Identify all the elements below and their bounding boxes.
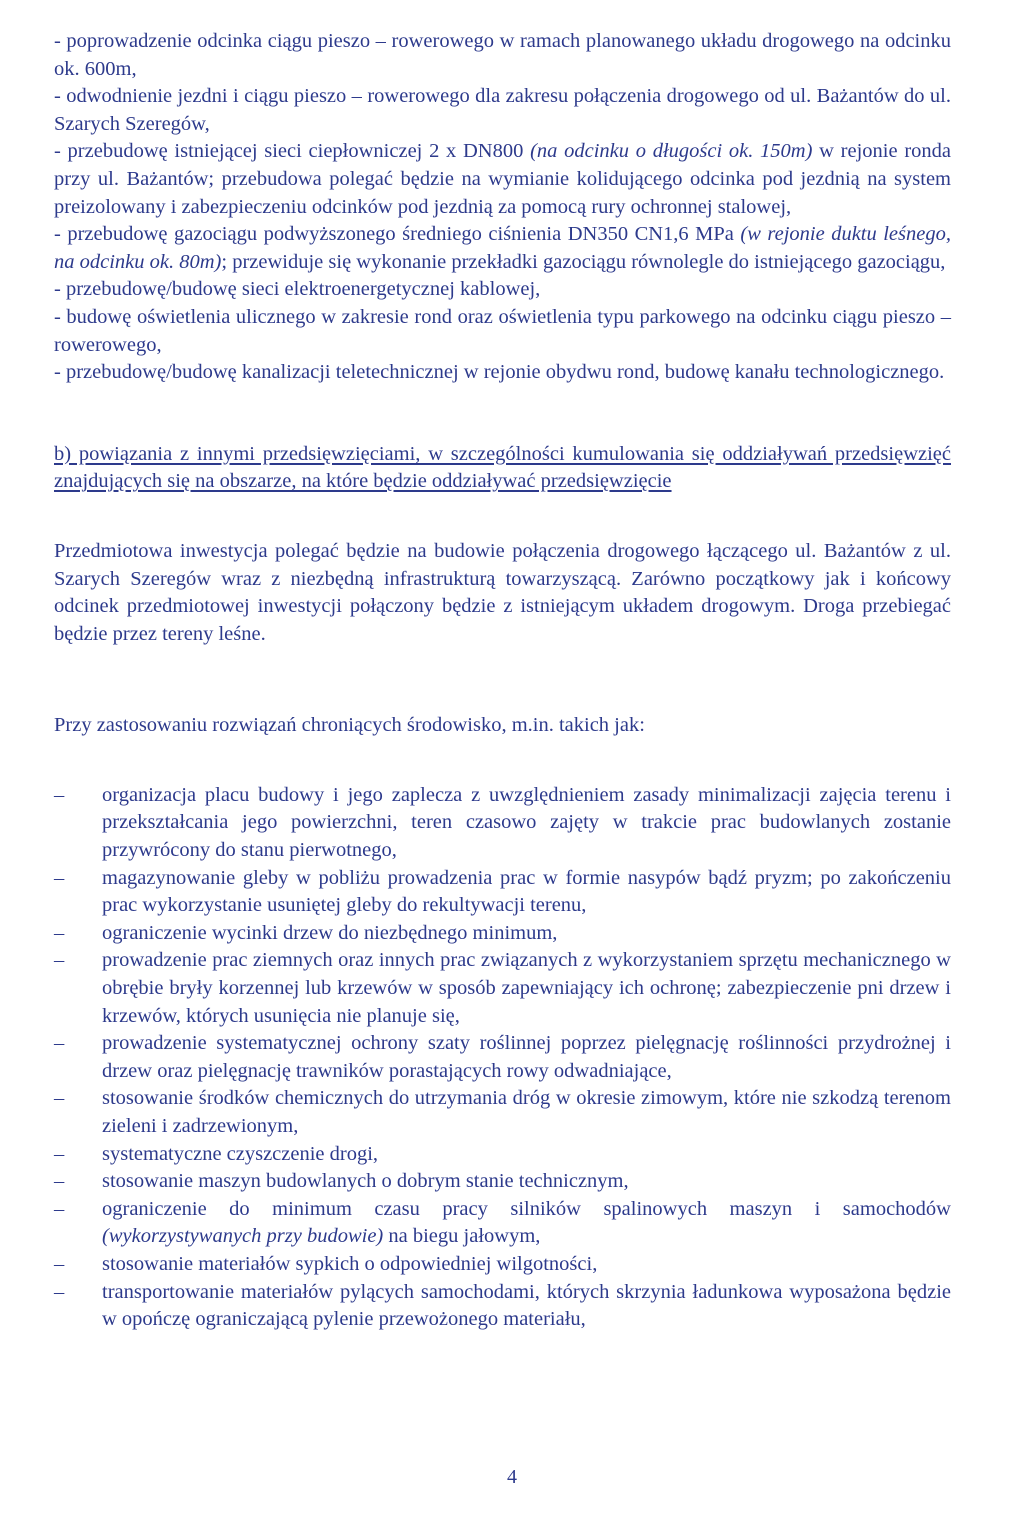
list-item-telecom: - przebudowę/budowę kanalizacji teletechnicznej w rejonie obydwu rond, budowę kanału technologicznego.: [54, 361, 945, 384]
dash-bullet: –: [54, 1142, 65, 1165]
list-item-text: w rejonie ronda przy ul. Bażantów; przebudowa polegać będzie na wymianie kolidującego odcinka pod jezdnią na system preizolowany i zabezpieczeniu odcinków pod jezdnią za pomocą rury ochronnej stalowej,: [54, 140, 951, 218]
measures-intro: Przy zastosowaniu rozwiązań chroniących środowisko, m.in. takich jak:: [54, 714, 645, 737]
list-item: [54, 1196, 951, 1251]
list-item: [54, 1279, 951, 1334]
list-item-text: ; przewiduje się wykonanie przekładki gazociągu równolegle do istniejącego gazociągu,: [221, 250, 946, 273]
list-item: [54, 782, 951, 865]
dash-bullet: –: [54, 1087, 65, 1110]
list-item: [54, 865, 951, 920]
list-item-lighting: - budowę oświetlenia ulicznego w zakresie rond oraz oświetlenia typu parkowego na odcinku ciągu pieszo – rowerowego,: [54, 305, 951, 356]
list-item-text: ograniczenie do minimum czasu pracy silników spalinowych maszyn i samochodów: [102, 1197, 951, 1220]
list-item: [54, 1141, 951, 1169]
measures-list: [54, 782, 951, 1334]
list-item-text: prowadzenie systematycznej ochrony szaty roślinnej poprzez pielęgnację roślinności przydrożnej i drzew oraz pielęgnację trawników porastających rowy odwadniające,: [102, 1032, 951, 1082]
section-b-heading: b) powiązania z innymi przedsięwzięciami, w szczególności kumulowania się oddziaływań przedsięwzięć znajdujących się na obszarze, na które będzie oddziaływać przedsięwzięcie: [54, 442, 951, 493]
dash-bullet: –: [54, 1280, 65, 1303]
top-list: [54, 28, 951, 387]
list-item-text: stosowanie materiałów sypkich o odpowiedniej wilgotności,: [102, 1252, 598, 1275]
list-item-power-network: - przebudowę/budowę sieci elektroenergetycznej kablowej,: [54, 278, 541, 301]
list-item: [54, 947, 951, 1030]
list-item-text: prowadzenie prac ziemnych oraz innych prac związanych z wykorzystaniem sprzętu mechanicznego w obrębie bryły korzennej lub krzewów w sposób zapewniający ich ochronę; zabezpieczenie pni drzew i krzewów, których usunięcia nie planuje się,: [102, 949, 951, 1027]
dash-bullet: –: [54, 949, 65, 972]
list-item-italic: (na odcinku o długości ok. 150m): [530, 140, 813, 163]
page-number: 4: [507, 1466, 517, 1488]
dash-bullet: –: [54, 783, 65, 806]
document-page: [54, 28, 951, 1334]
list-item-text: ograniczenie wycinki drzew do niezbędnego minimum,: [102, 921, 558, 944]
dash-bullet: –: [54, 1032, 65, 1055]
list-item-italic: (wykorzystywanych przy budowie): [102, 1225, 384, 1248]
list-item-road-section: - poprowadzenie odcinka ciągu pieszo – rowerowego w ramach planowanego układu drogowego na odcinku ok. 600m,: [54, 30, 951, 80]
list-item: [54, 1030, 951, 1085]
list-item-italic: (w rejonie duktu leśnego, na odcinku ok. 80m): [54, 223, 951, 273]
dash-bullet: –: [54, 1197, 65, 1220]
list-item-text: - przebudowę gazociągu podwyższonego średniego ciśnienia DN350 CN1,6 MPa: [54, 223, 741, 246]
list-item-drainage: - odwodnienie jezdni i ciągu pieszo – rowerowego dla zakresu połączenia drogowego od ul. Bażantów do ul. Szarych Szeregów,: [54, 85, 951, 135]
list-item-text: transportowanie materiałów pylących samochodami, których skrzynia ładunkowa wyposażona będzie w opończę ograniczającą pylenie przewożonego materiału,: [102, 1280, 951, 1331]
list-item-text: magazynowanie gleby w pobliżu prowadzenia prac w formie nasypów bądź pryzm; po zakończeniu prac wykorzystanie usuniętej gleby do rekultywacji terenu,: [102, 866, 951, 917]
list-item: [54, 1168, 951, 1196]
dash-bullet: –: [54, 866, 65, 889]
list-item: [54, 1085, 951, 1140]
dash-bullet: –: [54, 1252, 65, 1275]
dash-bullet: –: [54, 921, 65, 944]
list-item-gas-pipeline: [54, 221, 951, 276]
list-item: [54, 1251, 951, 1279]
list-item: [54, 920, 951, 948]
list-item-text: na biegu jałowym,: [383, 1225, 541, 1248]
list-item-text: systematyczne czyszczenie drogi,: [102, 1142, 379, 1165]
section-b-paragraph: Przedmiotowa inwestycja polegać będzie na budowie połączenia drogowego łączącego ul. Bażantów z ul. Szarych Szeregów wraz z niezbędną infrastrukturą towarzyszącą. Zarówno początkowy jak i końcowy odcinek przedmiotowej inwestycji połączony będzie z istniejącym układem drogowym. Droga przebiegać będzie przez tereny leśne.: [54, 539, 951, 645]
list-item-text: - przebudowę istniejącej sieci ciepłowniczej 2 x DN800: [54, 140, 531, 163]
list-item-text: stosowanie środków chemicznych do utrzymania dróg w okresie zimowym, które nie szkodzą terenom zieleni i zadrzewionym,: [102, 1087, 951, 1137]
list-item-heating-network: [54, 138, 951, 221]
dash-bullet: –: [54, 1170, 65, 1193]
list-item-text: organizacja placu budowy i jego zaplecza z uwzględnieniem zasady minimalizacji zajęcia terenu i przekształcania jego powierzchni, teren czasowo zajęty w trakcie prac budowlanych zostanie przywrócony do stanu pierwotnego,: [102, 783, 951, 862]
list-item-text: stosowanie maszyn budowlanych o dobrym stanie technicznym,: [102, 1170, 629, 1193]
